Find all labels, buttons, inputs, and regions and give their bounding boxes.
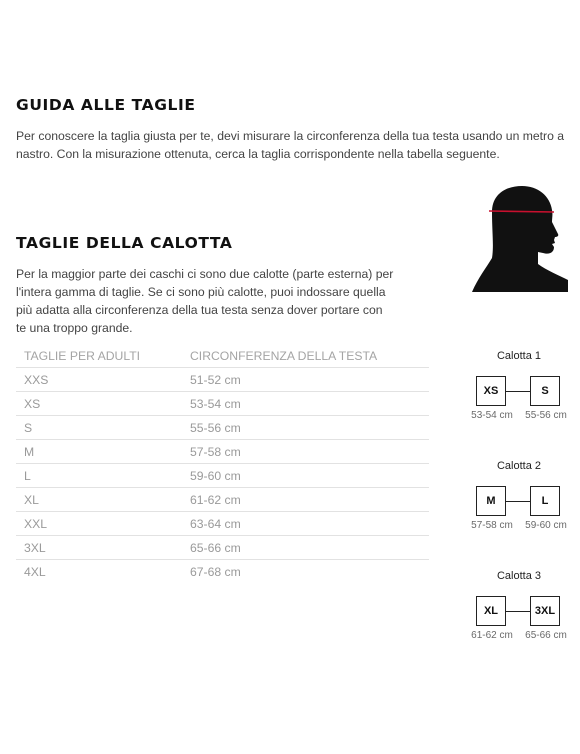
shell-connector-line	[506, 611, 530, 612]
size-cell: XXL	[16, 512, 190, 536]
table-row	[16, 368, 429, 392]
circumference-cell: 67-68 cm	[190, 564, 241, 579]
shell-size-range: 53-54 cm	[471, 410, 513, 421]
head-silhouette	[472, 186, 568, 292]
shell-title: Calotta 1	[496, 350, 542, 362]
shell-size-range: 65-66 cm	[525, 630, 567, 641]
shell-size-box: XL	[476, 596, 506, 626]
size-cell: XS	[16, 392, 190, 416]
shell-title: Calotta 3	[496, 570, 542, 582]
size-cell: S	[16, 416, 190, 440]
table-row	[16, 440, 429, 464]
shell-size-range: 61-62 cm	[471, 630, 513, 641]
size-cell: L	[16, 464, 190, 488]
size-cell: 4XL	[24, 564, 46, 579]
shell-size-box: M	[476, 486, 506, 516]
table-row	[16, 464, 429, 488]
shell-connector-line	[506, 501, 530, 502]
circumference-cell: 55-56 cm	[190, 416, 429, 440]
size-cell: 3XL	[16, 536, 190, 560]
shell-size-range: 59-60 cm	[525, 520, 567, 531]
shell-size-range: 55-56 cm	[525, 410, 567, 421]
size-cell: M	[16, 440, 190, 464]
circumference-cell: 63-64 cm	[190, 512, 429, 536]
column-header-head-circumference: CIRCONFERENZA DELLA TESTA	[190, 344, 429, 368]
shell-size-box: XS	[476, 376, 506, 406]
size-table	[16, 344, 429, 583]
shell-title: Calotta 2	[496, 460, 542, 472]
circumference-cell: 61-62 cm	[190, 488, 429, 512]
circumference-cell: 59-60 cm	[190, 464, 429, 488]
head-measurement-icon	[472, 184, 568, 292]
circumference-cell: 51-52 cm	[190, 368, 429, 392]
table-row	[16, 416, 429, 440]
table-row	[16, 560, 429, 584]
shell-size-box: 3XL	[530, 596, 560, 626]
table-row	[16, 536, 429, 560]
size-guide-intro: Per conoscere la taglia giusta per te, devi misurare la circonferenza della tua testa usando un metro a nastro. Con la misurazione ottenuta, cerca la taglia corrispondente nella tabella seguente.	[16, 129, 565, 161]
size-cell: XL	[16, 488, 190, 512]
shell-size-box: S	[530, 376, 560, 406]
table-header-row	[16, 344, 429, 368]
table-row	[16, 512, 429, 536]
shell-connector-line	[506, 391, 530, 392]
shell-size-box: L	[530, 486, 560, 516]
shell-sizes-title: TAGLIE DELLA CALOTTA	[16, 234, 233, 252]
measuring-tape	[489, 211, 554, 212]
shell-sizes-description: Per la maggior parte dei caschi ci sono due calotte (parte esterna) per l'intera gamma di taglie. Se ci sono più calotte, puoi indossare quella più adatta alla circonferenza della tua testa senza dover portare con te una troppo grande.	[16, 267, 394, 335]
shell-size-range: 57-58 cm	[471, 520, 513, 531]
circumference-cell: 53-54 cm	[190, 392, 429, 416]
table-row	[16, 392, 429, 416]
circumference-cell: 65-66 cm	[190, 536, 429, 560]
size-guide-title: GUIDA ALLE TAGLIE	[16, 96, 196, 114]
size-cell: XXS	[16, 368, 190, 392]
circumference-cell: 57-58 cm	[190, 440, 429, 464]
table-row	[16, 488, 429, 512]
column-header-adult-size: TAGLIE PER ADULTI	[16, 344, 190, 368]
